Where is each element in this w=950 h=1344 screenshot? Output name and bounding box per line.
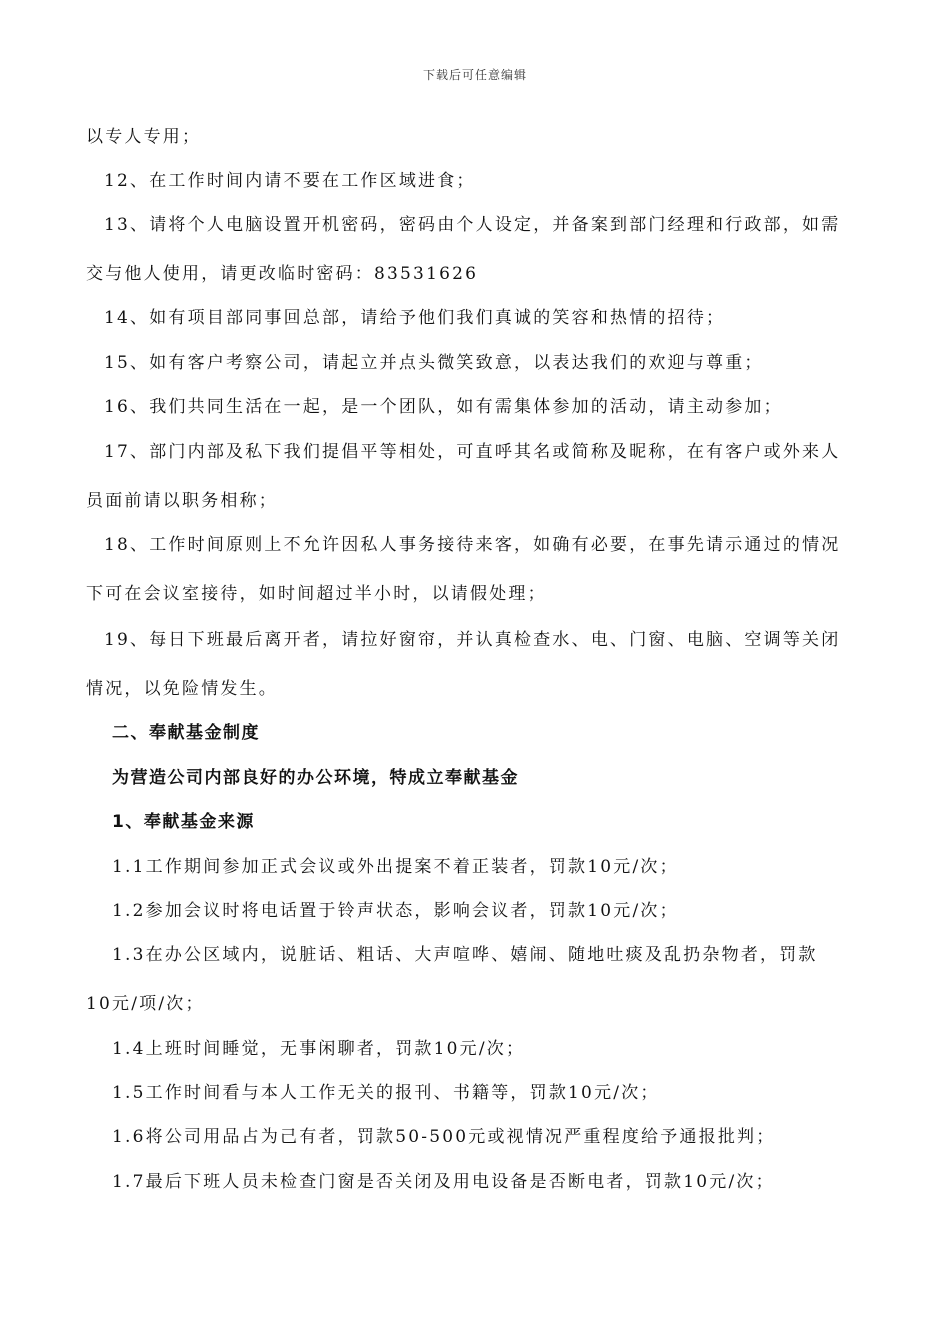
section-heading: 二、奉献基金制度	[112, 723, 260, 743]
rule-15: 15、如有客户考察公司，请起立并点头微笑致意，以表达我们的欢迎与尊重；	[104, 353, 764, 373]
fine-1-7: 1.7最后下班人员未检查门窗是否关闭及用电设备是否断电者，罚款10元/次；	[112, 1172, 775, 1192]
fine-1-5: 1.5工作时间看与本人工作无关的报刊、书籍等，罚款10元/次；	[112, 1083, 660, 1103]
fine-1-3: 1.3在办公区域内，说脏话、粗话、大声喧哗、嬉闹、随地吐痰及乱扔杂物者，罚款	[112, 945, 818, 965]
rule-13: 13、请将个人电脑设置开机密码，密码由个人设定，并备案到部门经理和行政部，如需	[104, 215, 841, 235]
rule-19-cont: 情况，以免险情发生。	[86, 679, 278, 699]
rule-16: 16、我们共同生活在一起，是一个团队，如有需集体参加的活动，请主动参加；	[104, 397, 783, 417]
rule-17-cont: 员面前请以职务相称；	[86, 491, 278, 511]
text-line: 以专人专用；	[86, 127, 202, 147]
fine-1-4: 1.4上班时间睡觉，无事闲聊者，罚款10元/次；	[112, 1039, 526, 1059]
rule-18-cont: 下可在会议室接待，如时间超过半小时，以请假处理；	[86, 584, 547, 604]
fine-1-3-cont: 10元/项/次；	[86, 994, 205, 1014]
page-header: 下载后可任意编辑	[422, 68, 527, 82]
rule-12: 12、在工作时间内请不要在工作区域进食；	[104, 171, 476, 191]
section-intro: 为营造公司内部良好的办公环境，特成立奉献基金	[112, 768, 519, 788]
fine-1-2: 1.2参加会议时将电话置于铃声状态，影响会议者，罚款10元/次；	[112, 901, 679, 921]
fine-1-1: 1.1工作期间参加正式会议或外出提案不着正装者，罚款10元/次；	[112, 857, 679, 877]
rule-19: 19、每日下班最后离开者，请拉好窗帘，并认真检查水、电、门窗、电脑、空调等关闭	[104, 630, 841, 650]
rule-18: 18、工作时间原则上不允许因私人事务接待来客，如确有必要，在事先请示通过的情况	[104, 535, 841, 555]
fine-1-6: 1.6将公司用品占为己有者，罚款50-500元或视情况严重程度给予通报批判；	[112, 1127, 776, 1147]
subsection-heading: 1、奉献基金来源	[112, 812, 255, 832]
rule-14: 14、如有项目部同事回总部，请给予他们我们真诚的笑容和热情的招待；	[104, 308, 726, 328]
rule-13-cont: 交与他人使用，请更改临时密码：83531626	[86, 264, 479, 284]
rule-17: 17、部门内部及私下我们提倡平等相处，可直呼其名或简称及昵称，在有客户或外来人	[104, 442, 841, 462]
